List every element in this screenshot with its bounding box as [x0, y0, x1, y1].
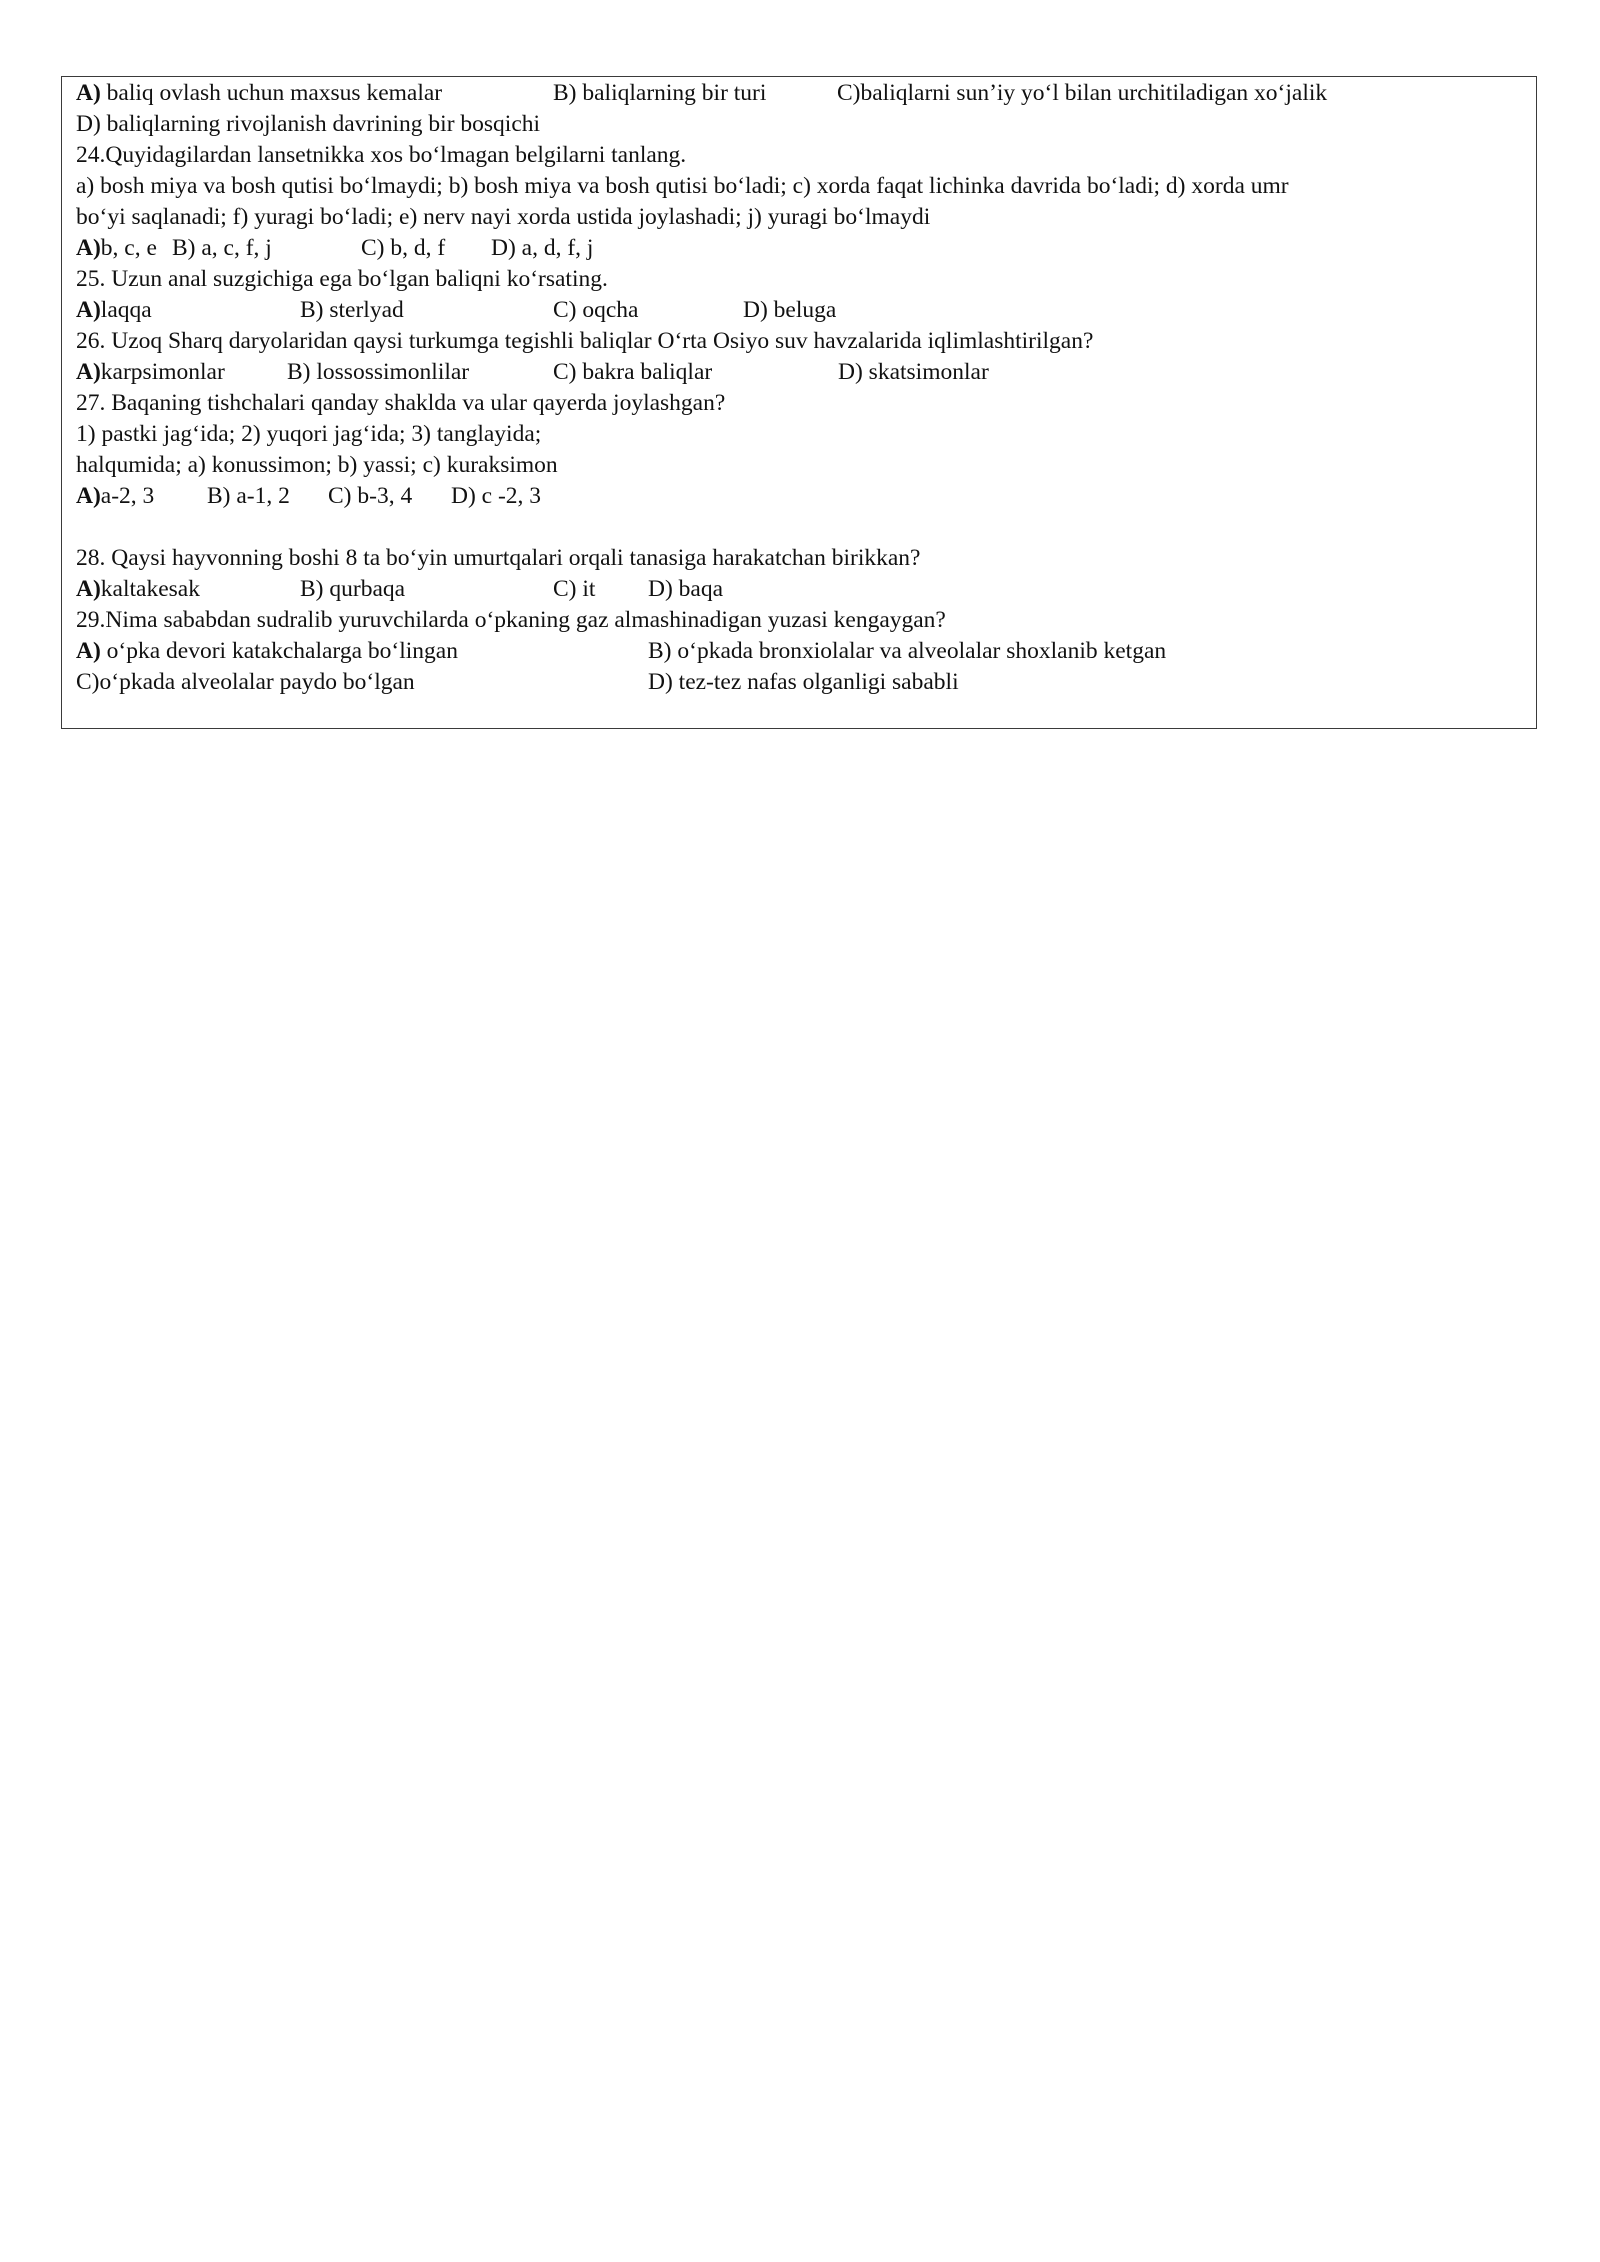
q27-option-a	[76, 481, 154, 512]
option-a-text: o‘pka devori katakchalarga bo‘lingan	[100, 638, 458, 664]
q24-option-b: B) a, c, f, j	[172, 235, 272, 261]
option-a-text: laqqa	[100, 297, 152, 323]
q28-question: 28. Qaysi hayvonning boshi 8 ta bo‘yin umurtqalari orqali tanasiga harakatchan birikkan?	[76, 545, 921, 571]
q28-option-d: D) baqa	[648, 576, 724, 602]
option-a-text: kaltakesak	[100, 576, 200, 602]
q23-option-c: C)baliqlarni sun’iy yo‘l bilan urchitiladigan xo‘jalik	[837, 80, 1328, 106]
option-a-key: A)	[76, 638, 101, 664]
q29-option-c: C)o‘pkada alveolalar paydo bo‘lgan	[76, 669, 415, 695]
q24-statements-line-1: a) bosh miya va bosh qutisi bo‘lmaydi; b) bosh miya va bosh qutisi bo‘ladi; c) xorda faqat lichinka davrida bo‘ladi; d) xorda umr	[76, 173, 1289, 199]
q27-question: 27. Baqaning tishchalari qanday shaklda va ular qayerda joylashgan?	[76, 390, 726, 416]
q23-option-d: D) baliqlarning rivojlanish davrining bir bosqichi	[76, 111, 541, 137]
option-a-key: A)	[76, 576, 101, 602]
q26-option-a	[76, 357, 225, 388]
q25-question: 25. Uzun anal suzgichiga ega bo‘lgan baliqni ko‘rsating.	[76, 266, 608, 292]
option-a-text: karpsimonlar	[100, 359, 225, 385]
q27-option-d: D) c -2, 3	[451, 483, 542, 509]
q24-option-c: C) b, d, f	[361, 235, 446, 261]
q26-option-d: D) skatsimonlar	[838, 359, 989, 385]
option-a-key: A)	[76, 359, 101, 385]
q23-option-a	[76, 78, 442, 109]
option-a-key: A)	[76, 483, 101, 509]
q27-option-c: C) b-3, 4	[328, 483, 413, 509]
q24-statements-line-2: bo‘yi saqlanadi; f) yuragi bo‘ladi; e) nerv nayi xorda ustida joylashadi; j) yuragi bo‘lmaydi	[76, 204, 931, 230]
q27-statements-line-2: halqumida; a) konussimon; b) yassi; c) kuraksimon	[76, 452, 558, 478]
q27-option-b: B) a-1, 2	[207, 483, 290, 509]
q25-option-c: C) oqcha	[553, 297, 639, 323]
option-a-text: a-2, 3	[100, 483, 155, 509]
q25-option-b: B) sterlyad	[300, 297, 404, 323]
q25-option-a	[76, 295, 152, 326]
option-a-key: A)	[76, 235, 101, 261]
q29-question: 29.Nima sababdan sudralib yuruvchilarda o‘pkaning gaz almashinadigan yuzasi kengaygan?	[76, 607, 946, 633]
q29-option-b: B) o‘pkada bronxiolalar va alveolalar shoxlanib ketgan	[648, 638, 1167, 664]
q29-option-d: D) tez-tez nafas olganligi sababli	[648, 669, 959, 695]
q24-option-d: D) a, d, f, j	[491, 235, 594, 261]
option-a-key: A)	[76, 80, 101, 106]
q24-question: 24.Quyidagilardan lansetnikka xos bo‘lmagan belgilarni tanlang.	[76, 142, 687, 168]
q29-option-a	[76, 636, 458, 667]
option-a-text: baliq ovlash uchun maxsus kemalar	[100, 80, 443, 106]
q24-option-a	[76, 233, 157, 264]
option-a-text: b, c, e	[100, 235, 157, 261]
q25-option-d: D) beluga	[743, 297, 837, 323]
option-a-key: A)	[76, 297, 101, 323]
q26-option-c: C) bakra baliqlar	[553, 359, 713, 385]
q23-option-b: B) baliqlarning bir turi	[553, 80, 767, 106]
q28-option-c: C) it	[553, 576, 596, 602]
q27-statements-line-1: 1) pastki jag‘ida; 2) yuqori jag‘ida; 3) tanglayida;	[76, 421, 542, 447]
q28-option-b: B) qurbaqa	[300, 576, 406, 602]
q26-option-b: B) lossossimonlilar	[287, 359, 470, 385]
q28-option-a	[76, 574, 200, 605]
q26-question: 26. Uzoq Sharq daryolaridan qaysi turkumga tegishli baliqlar O‘rta Osiyo suv havzalarida iqlimlashtirilgan?	[76, 328, 1094, 354]
